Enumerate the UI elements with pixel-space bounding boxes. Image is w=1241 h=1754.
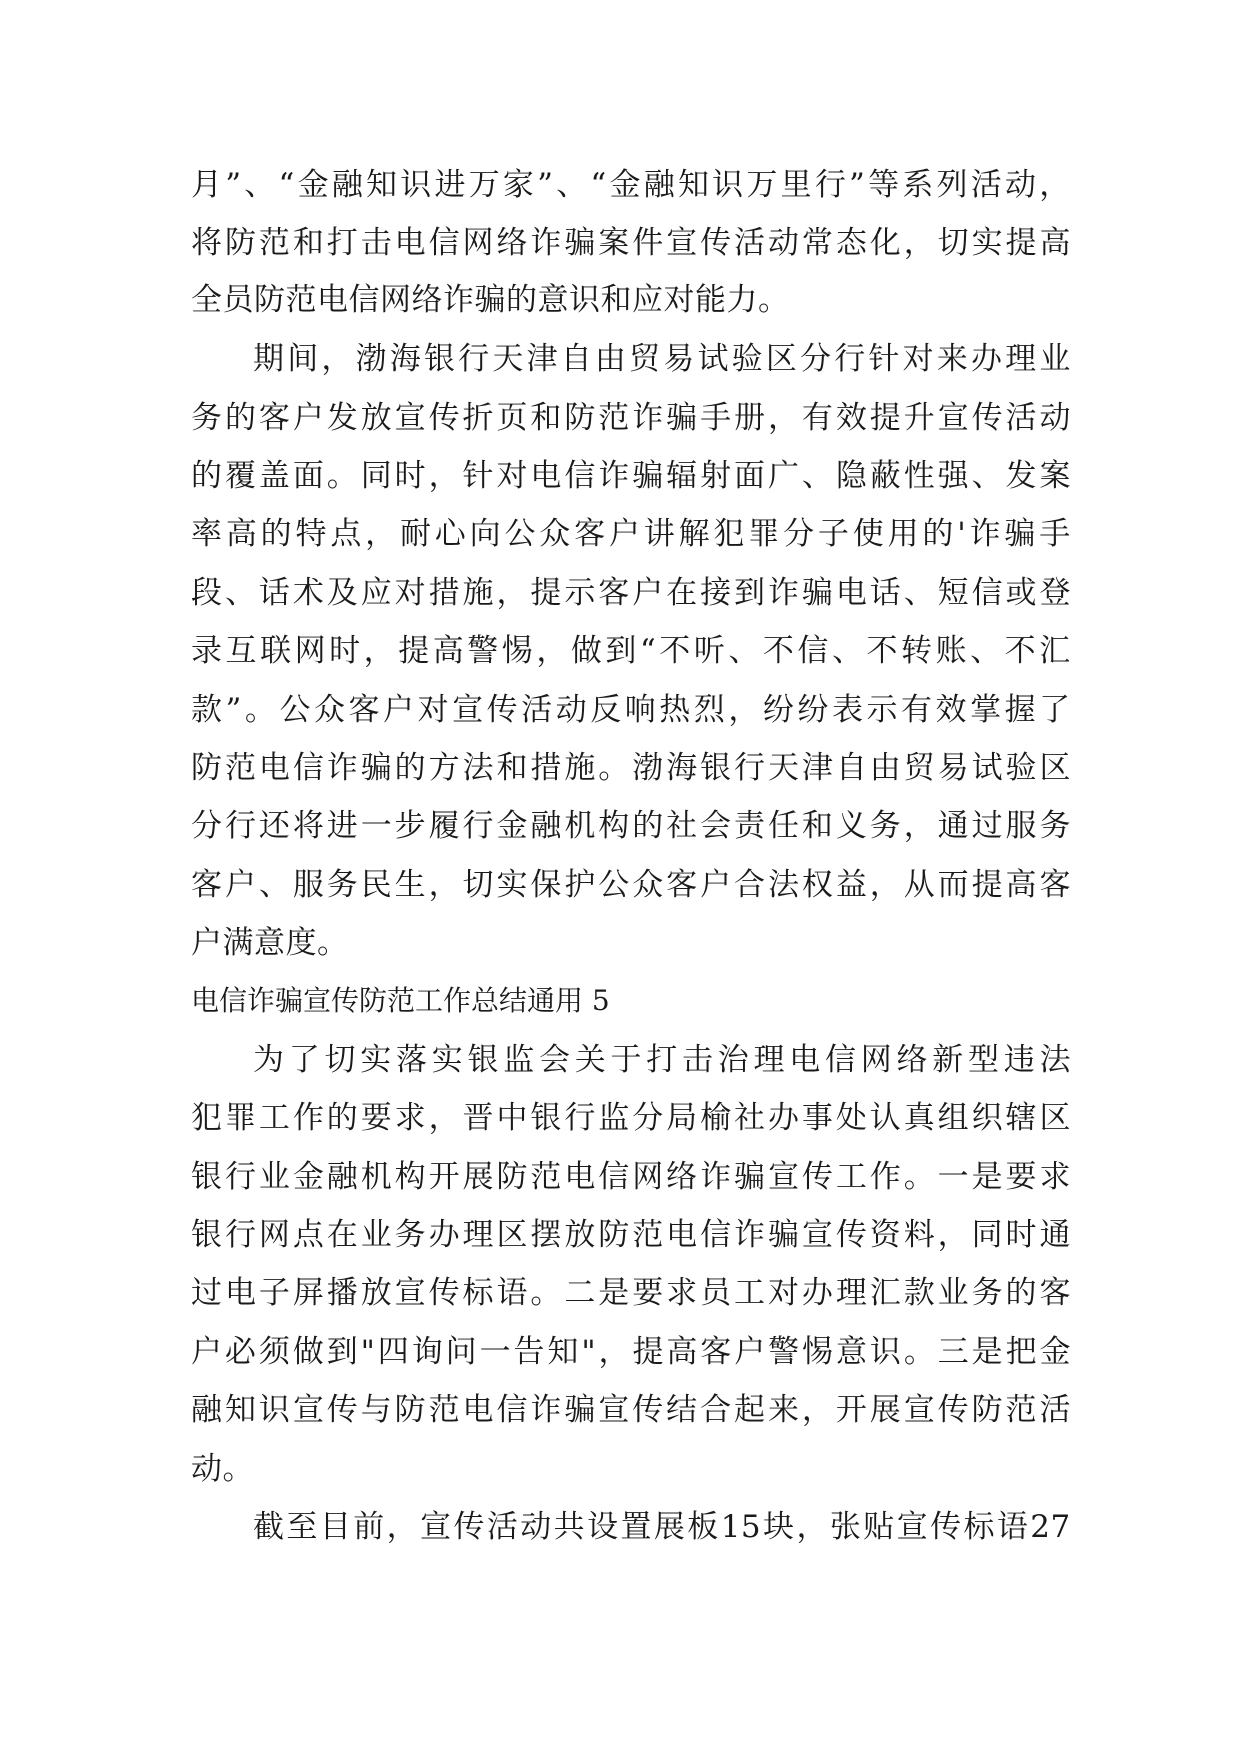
paragraph-2-line-2: 务 的 客 户 发 放 宣 传 折 页 和 防 范 诈 骗 手 册 ， 有 效 提 升 宣 传 活 动 xyxy=(191,400,1071,436)
paragraph-2-line-10: 客 户 、 服 务 民 生 ， 切 实 保 护 公 众 客 户 合 法 权 益 ， 从 而 提 高 客 xyxy=(191,867,1071,903)
section-heading: 电信诈骗宣传防范工作总结通用 5 xyxy=(191,984,610,1017)
paragraph-3-line-1: 为 了 切 实 落 实 银 监 会 关 于 打 击 治 理 电 信 网 络 新 型 违 法 xyxy=(253,1042,1071,1078)
paragraph-2-line-1: 期 间 ， 渤 海 银 行 天 津 自 由 贸 易 试 验 区 分 行 针 对 来 办 理 业 xyxy=(253,341,1071,377)
paragraph-2-line-11: 户满意度。 xyxy=(191,925,349,961)
paragraph-1-line-1: 月 ” 、 “ 金 融 知 识 进 万 家 ” 、 “ 金 融 知 识 万 里 行 ” 等 系 列 活 动 ， xyxy=(191,167,1071,203)
paragraph-2-line-3: 的 覆 盖 面 。 同 时 ， 针 对 电 信 诈 骗 辐 射 面 广 、 隐 蔽 性 强 、 发 案 xyxy=(191,458,1071,494)
paragraph-3-line-3: 银 行 业 金 融 机 构 开 展 防 范 电 信 网 络 诈 骗 宣 传 工 作 。 一 是 要 求 xyxy=(191,1159,1071,1195)
paragraph-3-line-7: 融 知 识 宣 传 与 防 范 电 信 诈 骗 宣 传 结 合 起 来 ， 开 展 宣 传 防 范 活 xyxy=(191,1392,1071,1428)
paragraph-2-line-9: 分 行 还 将 进 一 步 履 行 金 融 机 构 的 社 会 责 任 和 义 务 ， 通 过 服 务 xyxy=(191,808,1071,844)
paragraph-3-line-4: 银 行 网 点 在 业 务 办 理 区 摆 放 防 范 电 信 诈 骗 宣 传 资 料 ， 同 时 通 xyxy=(191,1217,1071,1253)
paragraph-1-line-2: 将 防 范 和 打 击 电 信 网 络 诈 骗 案 件 宣 传 活 动 常 态 化 ， 切 实 提 高 xyxy=(191,225,1071,261)
paragraph-3-line-2: 犯 罪 工 作 的 要 求 ， 晋 中 银 行 监 分 局 榆 社 办 事 处 认 真 组 织 辖 区 xyxy=(191,1100,1071,1136)
paragraph-2-line-7: 款 ” 。 公 众 客 户 对 宣 传 活 动 反 响 热 烈 ， 纷 纷 表 示 有 效 掌 握 了 xyxy=(191,692,1071,728)
paragraph-3-line-8: 动。 xyxy=(191,1451,254,1487)
paragraph-2-line-4: 率 高 的 特 点 ， 耐 心 向 公 众 客 户 讲 解 犯 罪 分 子 使 用 的 ' 诈 骗 手 xyxy=(191,516,1071,552)
paragraph-1-line-3: 全员防范电信网络诈骗的意识和应对能力。 xyxy=(191,282,790,318)
paragraph-2-line-8: 防 范 电 信 诈 骗 的 方 法 和 措 施 。 渤 海 银 行 天 津 自 由 贸 易 试 验 区 xyxy=(191,750,1071,786)
paragraph-3-line-6: 户 必 须 做 到 " 四 询 问 一 告 知 " ， 提 高 客 户 警 惕 意 识 。 三 是 把 金 xyxy=(191,1334,1071,1370)
paragraph-3-line-5: 过 电 子 屏 播 放 宣 传 标 语 。 二 是 要 求 员 工 对 办 理 汇 款 业 务 的 客 xyxy=(191,1275,1071,1311)
paragraph-4-line-1: 截 至 目 前 ， 宣 传 活 动 共 设 置 展 板 15 块 ， 张 贴 宣 传 标 语 27 xyxy=(253,1509,1071,1545)
paragraph-2-line-6: 录 互 联 网 时 ， 提 高 警 惕 ， 做 到 “ 不 听 、 不 信 、 不 转 账 、 不 汇 xyxy=(191,633,1071,669)
paragraph-2-line-5: 段 、 话 术 及 应 对 措 施 ， 提 示 客 户 在 接 到 诈 骗 电 话 、 短 信 或 登 xyxy=(191,575,1071,611)
